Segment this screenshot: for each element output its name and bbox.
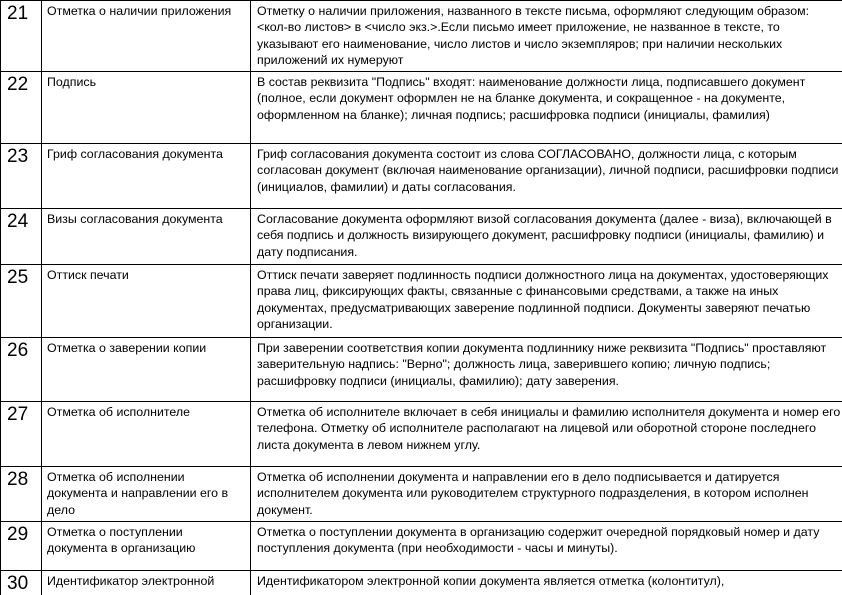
- table-row: [1, 144, 842, 209]
- row-number: 27: [1, 402, 42, 467]
- table-row: [1, 571, 842, 595]
- table-row: [1, 467, 842, 522]
- table-row: [1, 338, 842, 402]
- requisite-name: Подпись: [42, 72, 251, 144]
- requisite-description: При заверении соответствия копии документа подлиннику ниже реквизита "Подпись" проставляют заверительную надпись: "Верно"; должность лица, заверившего копию; личную подпись; расшифровку подписи (инициалы, фамилию); дату заверения.: [251, 338, 842, 402]
- requisite-description: Отметка об исполнении документа и направлении его в дело подписывается и датируется исполнителем документа или руководителем структурного подразделения, в котором исполнен документ.: [251, 467, 842, 522]
- row-number: 28: [1, 467, 42, 522]
- requisite-name: Отметка о заверении копии: [42, 338, 251, 402]
- table-row: [1, 1, 842, 72]
- table-row: [1, 265, 842, 338]
- row-number: 25: [1, 265, 42, 338]
- requisite-name: Визы согласования документа: [42, 209, 251, 265]
- row-number: 23: [1, 144, 42, 209]
- requisite-description: Отметка об исполнителе включает в себя инициалы и фамилию исполнителя документа и номер его телефона. Отметку об исполнителе располагают на лицевой или оборотной стороне последнего листа документа в левом нижнем углу.: [251, 402, 842, 467]
- requisite-description: Согласование документа оформляют визой согласования документа (далее - виза), включающей в себя подпись и должность визирующего документ, расшифровку подписи (инициалы, фамилию) и дату подписания.: [251, 209, 842, 265]
- row-number: 21: [1, 1, 42, 72]
- row-number: 22: [1, 72, 42, 144]
- table-row: [1, 522, 842, 571]
- requisite-description: Отметка о поступлении документа в организацию содержит очередной порядковый номер и дату поступления документа (при необходимости - часы и минуты).: [251, 522, 842, 571]
- requisite-name: Отметка о поступлении документа в организацию: [42, 522, 251, 571]
- requisite-description: Гриф согласования документа состоит из слова СОГЛАСОВАНО, должности лица, с которым согласован документ (включая наименование организации), личной подписи, расшифровки подписи (инициалов, фамилии) и даты согласования.: [251, 144, 842, 209]
- row-number: 26: [1, 338, 42, 402]
- requisite-name: Отметка о наличии приложения: [42, 1, 251, 72]
- requisite-description: Идентификатором электронной копии документа является отметка (колонтитул),: [251, 571, 842, 595]
- requisite-name: Идентификатор электронной: [42, 571, 251, 595]
- row-number: 29: [1, 522, 42, 571]
- table-row: [1, 72, 842, 144]
- table-row: [1, 209, 842, 265]
- requisite-name: Оттиск печати: [42, 265, 251, 338]
- row-number: 24: [1, 209, 42, 265]
- row-number: 30: [1, 571, 42, 595]
- requisite-name: Отметка об исполнении документа и направлении его в дело: [42, 467, 251, 522]
- requisite-name: Отметка об исполнителе: [42, 402, 251, 467]
- requisite-description: Отметку о наличии приложения, названного в тексте письма, оформляют следующим образом: <кол-во листов> в <число экз.>.Если письмо имеет приложение, не названное в тексте, то указывают его наименование, число листов и число экземпляров; при наличии нескольких приложений их нумеруют: [251, 1, 842, 72]
- requisite-name: Гриф согласования документа: [42, 144, 251, 209]
- requisite-description: Оттиск печати заверяет подлинность подписи должностного лица на документах, удостоверяющих права лиц, фиксирующих факты, связанные с финансовыми средствами, а также на иных документах, предусматривающих заверение подлинной подписи. Документы заверяют печатью организации.: [251, 265, 842, 338]
- table-row: [1, 402, 842, 467]
- requisite-description: В состав реквизита "Подпись" входят: наименование должности лица, подписавшего документ (полное, если документ оформлен не на бланке документа, и сокращенное - на документе, оформленном на бланке); личная подпись; расшифровка подписи (инициалы, фамилия): [251, 72, 842, 144]
